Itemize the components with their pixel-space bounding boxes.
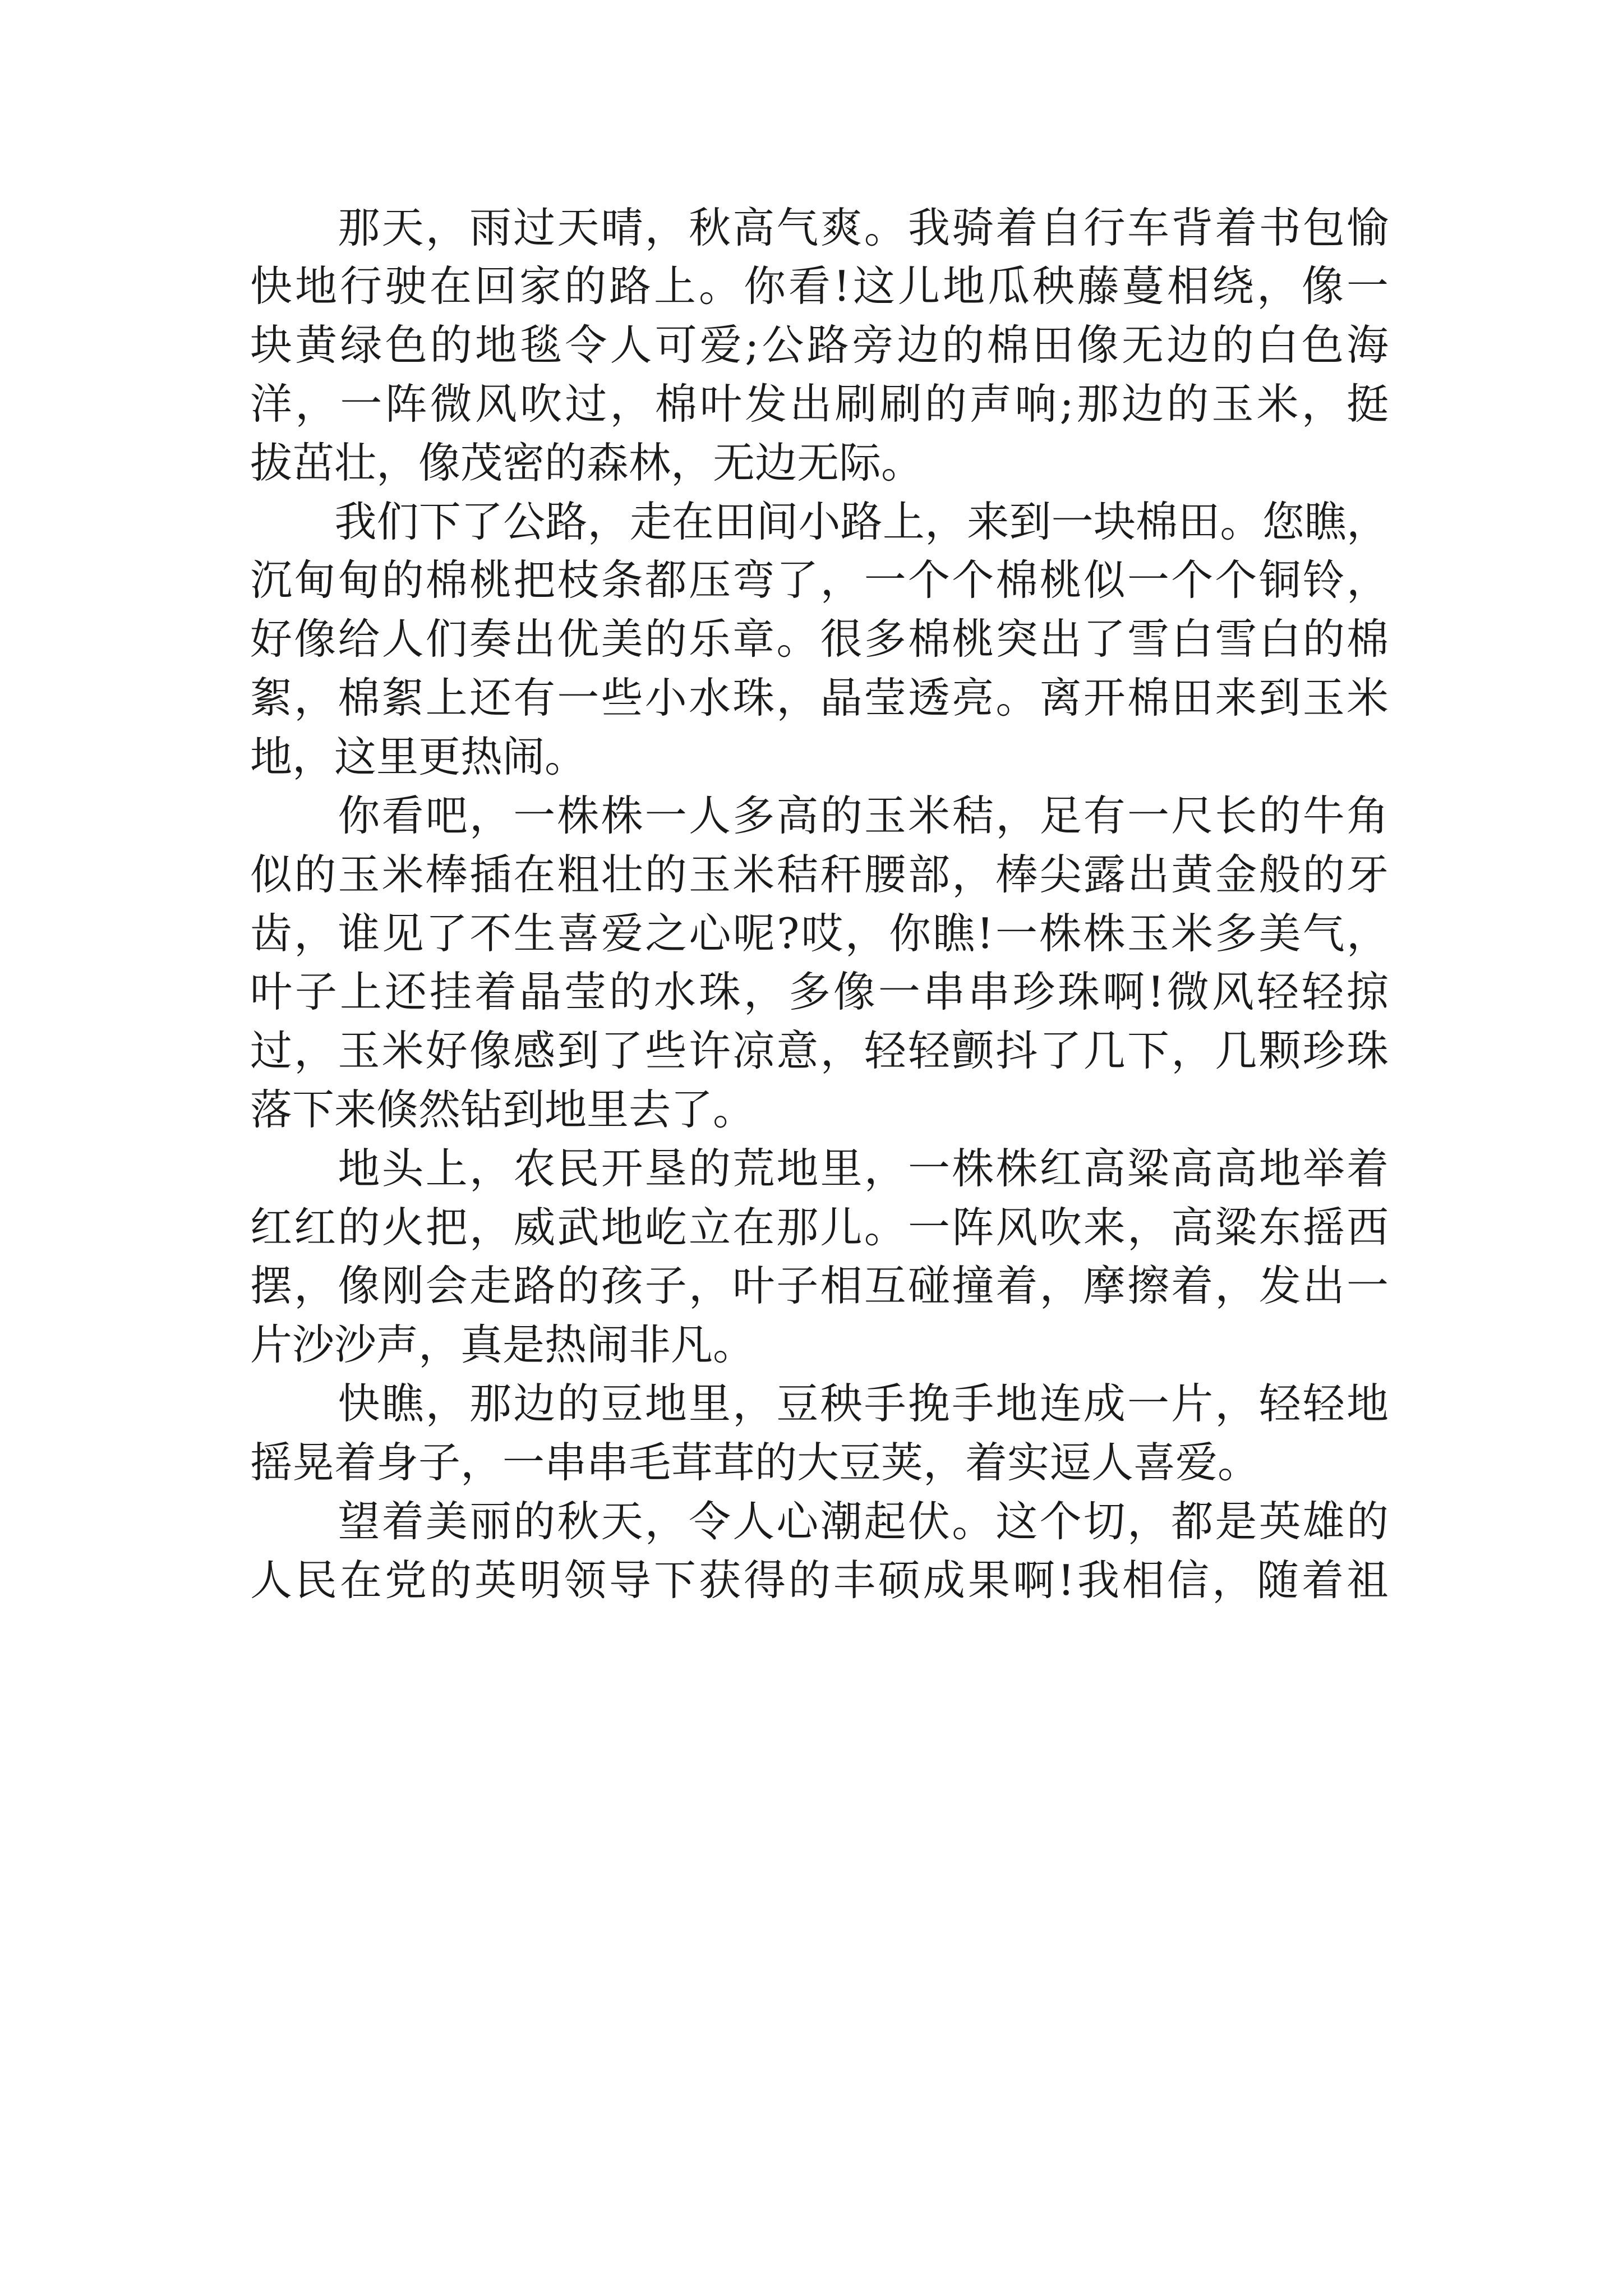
paragraph-3-line-5: 过，玉米好像感到了些许凉意，轻轻颤抖了几下，几颗珍珠: [250, 1026, 1389, 1075]
paragraph-2-line-4: 絮，棉絮上还有一些小水珠，晶莹透亮。离开棉田来到玉米: [250, 673, 1389, 723]
paragraph-6-line-1: 望着美丽的秋天，令人心潮起伏。这个切，都是英雄的: [250, 1497, 1389, 1546]
paragraph-3-line-2: 似的玉米棒插在粗壮的玉米秸秆腰部，棒尖露出黄金般的牙: [250, 850, 1389, 899]
paragraph-3-line-3: 齿，谁见了不生喜爱之心呢?哎，你瞧!一株株玉米多美气，: [250, 909, 1389, 958]
paragraph-2-line-2: 沉甸甸的棉桃把枝条都压弯了，一个个棉桃似一个个铜铃，: [250, 555, 1389, 605]
paragraph-4-line-4: 片沙沙声，真是热闹非凡。: [250, 1320, 755, 1369]
paragraph-1-line-4: 洋，一阵微风吹过，棉叶发出刷刷的声响;那边的玉米，挺: [250, 379, 1389, 429]
paragraph-3-line-4: 叶子上还挂着晶莹的水珠，多像一串串珍珠啊!微风轻轻掠: [250, 967, 1389, 1016]
paragraph-2-line-3: 好像给人们奏出优美的乐章。很多棉桃突出了雪白雪白的棉: [250, 614, 1389, 664]
paragraph-1-line-5: 拔茁壮，像茂密的森林，无边无际。: [250, 438, 924, 487]
paragraph-1-line-2: 快地行驶在回家的路上。你看!这儿地瓜秧藤蔓相绕，像一: [250, 261, 1389, 311]
paragraph-4-line-1: 地头上，农民开垦的荒地里，一株株红高粱高高地举着: [250, 1144, 1389, 1193]
paragraph-2-line-1: 我们下了公路，走在田间小路上，来到一块棉田。您瞧，: [250, 497, 1389, 546]
paragraph-1-line-1: 那天，雨过天晴，秋高气爽。我骑着自行车背着书包愉: [250, 203, 1389, 252]
paragraph-4-line-3: 摆，像刚会走路的孩子，叶子相互碰撞着，摩擦着，发出一: [250, 1261, 1389, 1310]
paragraph-5-line-1: 快瞧，那边的豆地里，豆秧手挽手地连成一片，轻轻地: [250, 1379, 1389, 1428]
paragraph-1-line-3: 块黄绿色的地毯令人可爱;公路旁边的棉田像无边的白色海: [250, 320, 1389, 370]
paragraph-6-line-2: 人民在党的英明领导下获得的丰硕成果啊!我相信，随着祖: [250, 1556, 1389, 1605]
paragraph-4-line-2: 红红的火把，威武地屹立在那儿。一阵风吹来，高粱东摇西: [250, 1203, 1389, 1252]
paragraph-2-line-5: 地，这里更热闹。: [250, 732, 587, 781]
paragraph-3-line-6: 落下来倏然钻到地里去了。: [250, 1085, 755, 1134]
paragraph-3-line-1: 你看吧，一株株一人多高的玉米秸，足有一尺长的牛角: [250, 791, 1389, 840]
paragraph-5-line-2: 摇晃着身子，一串串毛茸茸的大豆荚，着实逗人喜爱。: [250, 1438, 1260, 1487]
